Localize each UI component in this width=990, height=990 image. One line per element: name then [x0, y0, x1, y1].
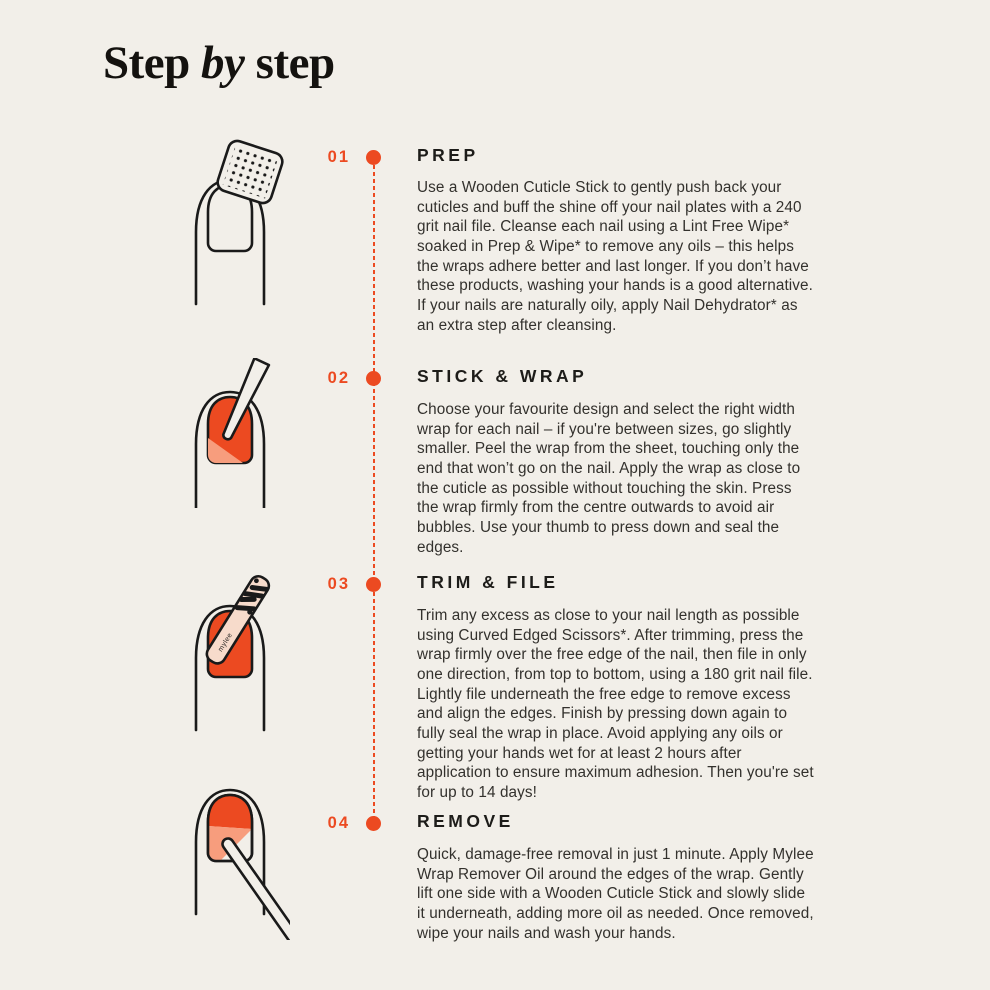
- step-number: 01: [327, 148, 350, 166]
- title-part-2: step: [244, 37, 335, 89]
- step-description: Use a Wooden Cuticle Stick to gently push back your cuticles and buff the shine off your nail plates with a 240 grit nail file. Cleanse each nail using a Lint Free Wipe* soaked in Prep & Wipe* to remove any oils – this helps the wraps adhere better and last longer. If you don’t have these products, washing your hands is a good alternative. If your nails are naturally oily, apply Nail Dehydrator* as an extra step after cleansing.: [417, 179, 814, 334]
- step-heading: REMOVE: [417, 811, 514, 831]
- step-heading: TRIM & FILE: [417, 572, 559, 592]
- timeline-dot-4: [366, 816, 381, 831]
- file-brand-label: mylee: [217, 631, 235, 654]
- timeline-dot-2: [366, 371, 381, 386]
- step-description: Trim any excess as close to your nail length as possible using Curved Edged Scissors*. After trimming, press the wrap firmly over the free edge of the nail, then file in only one direction, from top to bottom, using a 180 grit nail file. Lightly file underneath the free edge to remove excess and align the edges. Finish by pressing down again to fully seal the wrap in place. Avoid applying any oils or getting your hands wet for at least 2 hours after application to ensure maximum adhesion. Then you're set for up to 14 days!: [417, 607, 814, 801]
- page-title: [103, 38, 335, 90]
- stick-and-wrap-illustration-icon: [170, 358, 290, 508]
- title-part-1: Step: [103, 37, 202, 89]
- timeline-dot-3: [366, 577, 381, 592]
- step-description: Quick, damage-free removal in just 1 minute. Apply Mylee Wrap Remover Oil around the edges of the wrap. Gently lift one side with a Wooden Cuticle Stick and slowly slide it underneath, adding more oil as needed. Once removed, wipe your nails and wash your hands.: [417, 846, 814, 942]
- step-number: 04: [327, 814, 350, 832]
- step-description: Choose your favourite design and select the right width wrap for each nail – if you're between sizes, go slightly smaller. Peel the wrap from the sheet, touching only the end that won’t go on the nail. Apply the wrap as close to the cuticle as possible without touching the skin. Press the wrap firmly from the centre outwards to avoid air bubbles. Use your thumb to press down and seal the edges.: [417, 401, 801, 556]
- trim-and-file-illustration-icon: [170, 560, 290, 745]
- timeline-dot-1: [366, 150, 381, 165]
- timeline-dashed-line: [373, 158, 375, 824]
- prep-illustration-finger-buffer-icon: [170, 136, 290, 331]
- step-number: 02: [327, 369, 350, 387]
- step-heading: STICK & WRAP: [417, 366, 588, 386]
- remove-illustration-icon: [170, 780, 290, 940]
- step-number: 03: [327, 575, 350, 593]
- title-italic-by: by: [201, 37, 245, 89]
- step-heading: PREP: [417, 145, 479, 165]
